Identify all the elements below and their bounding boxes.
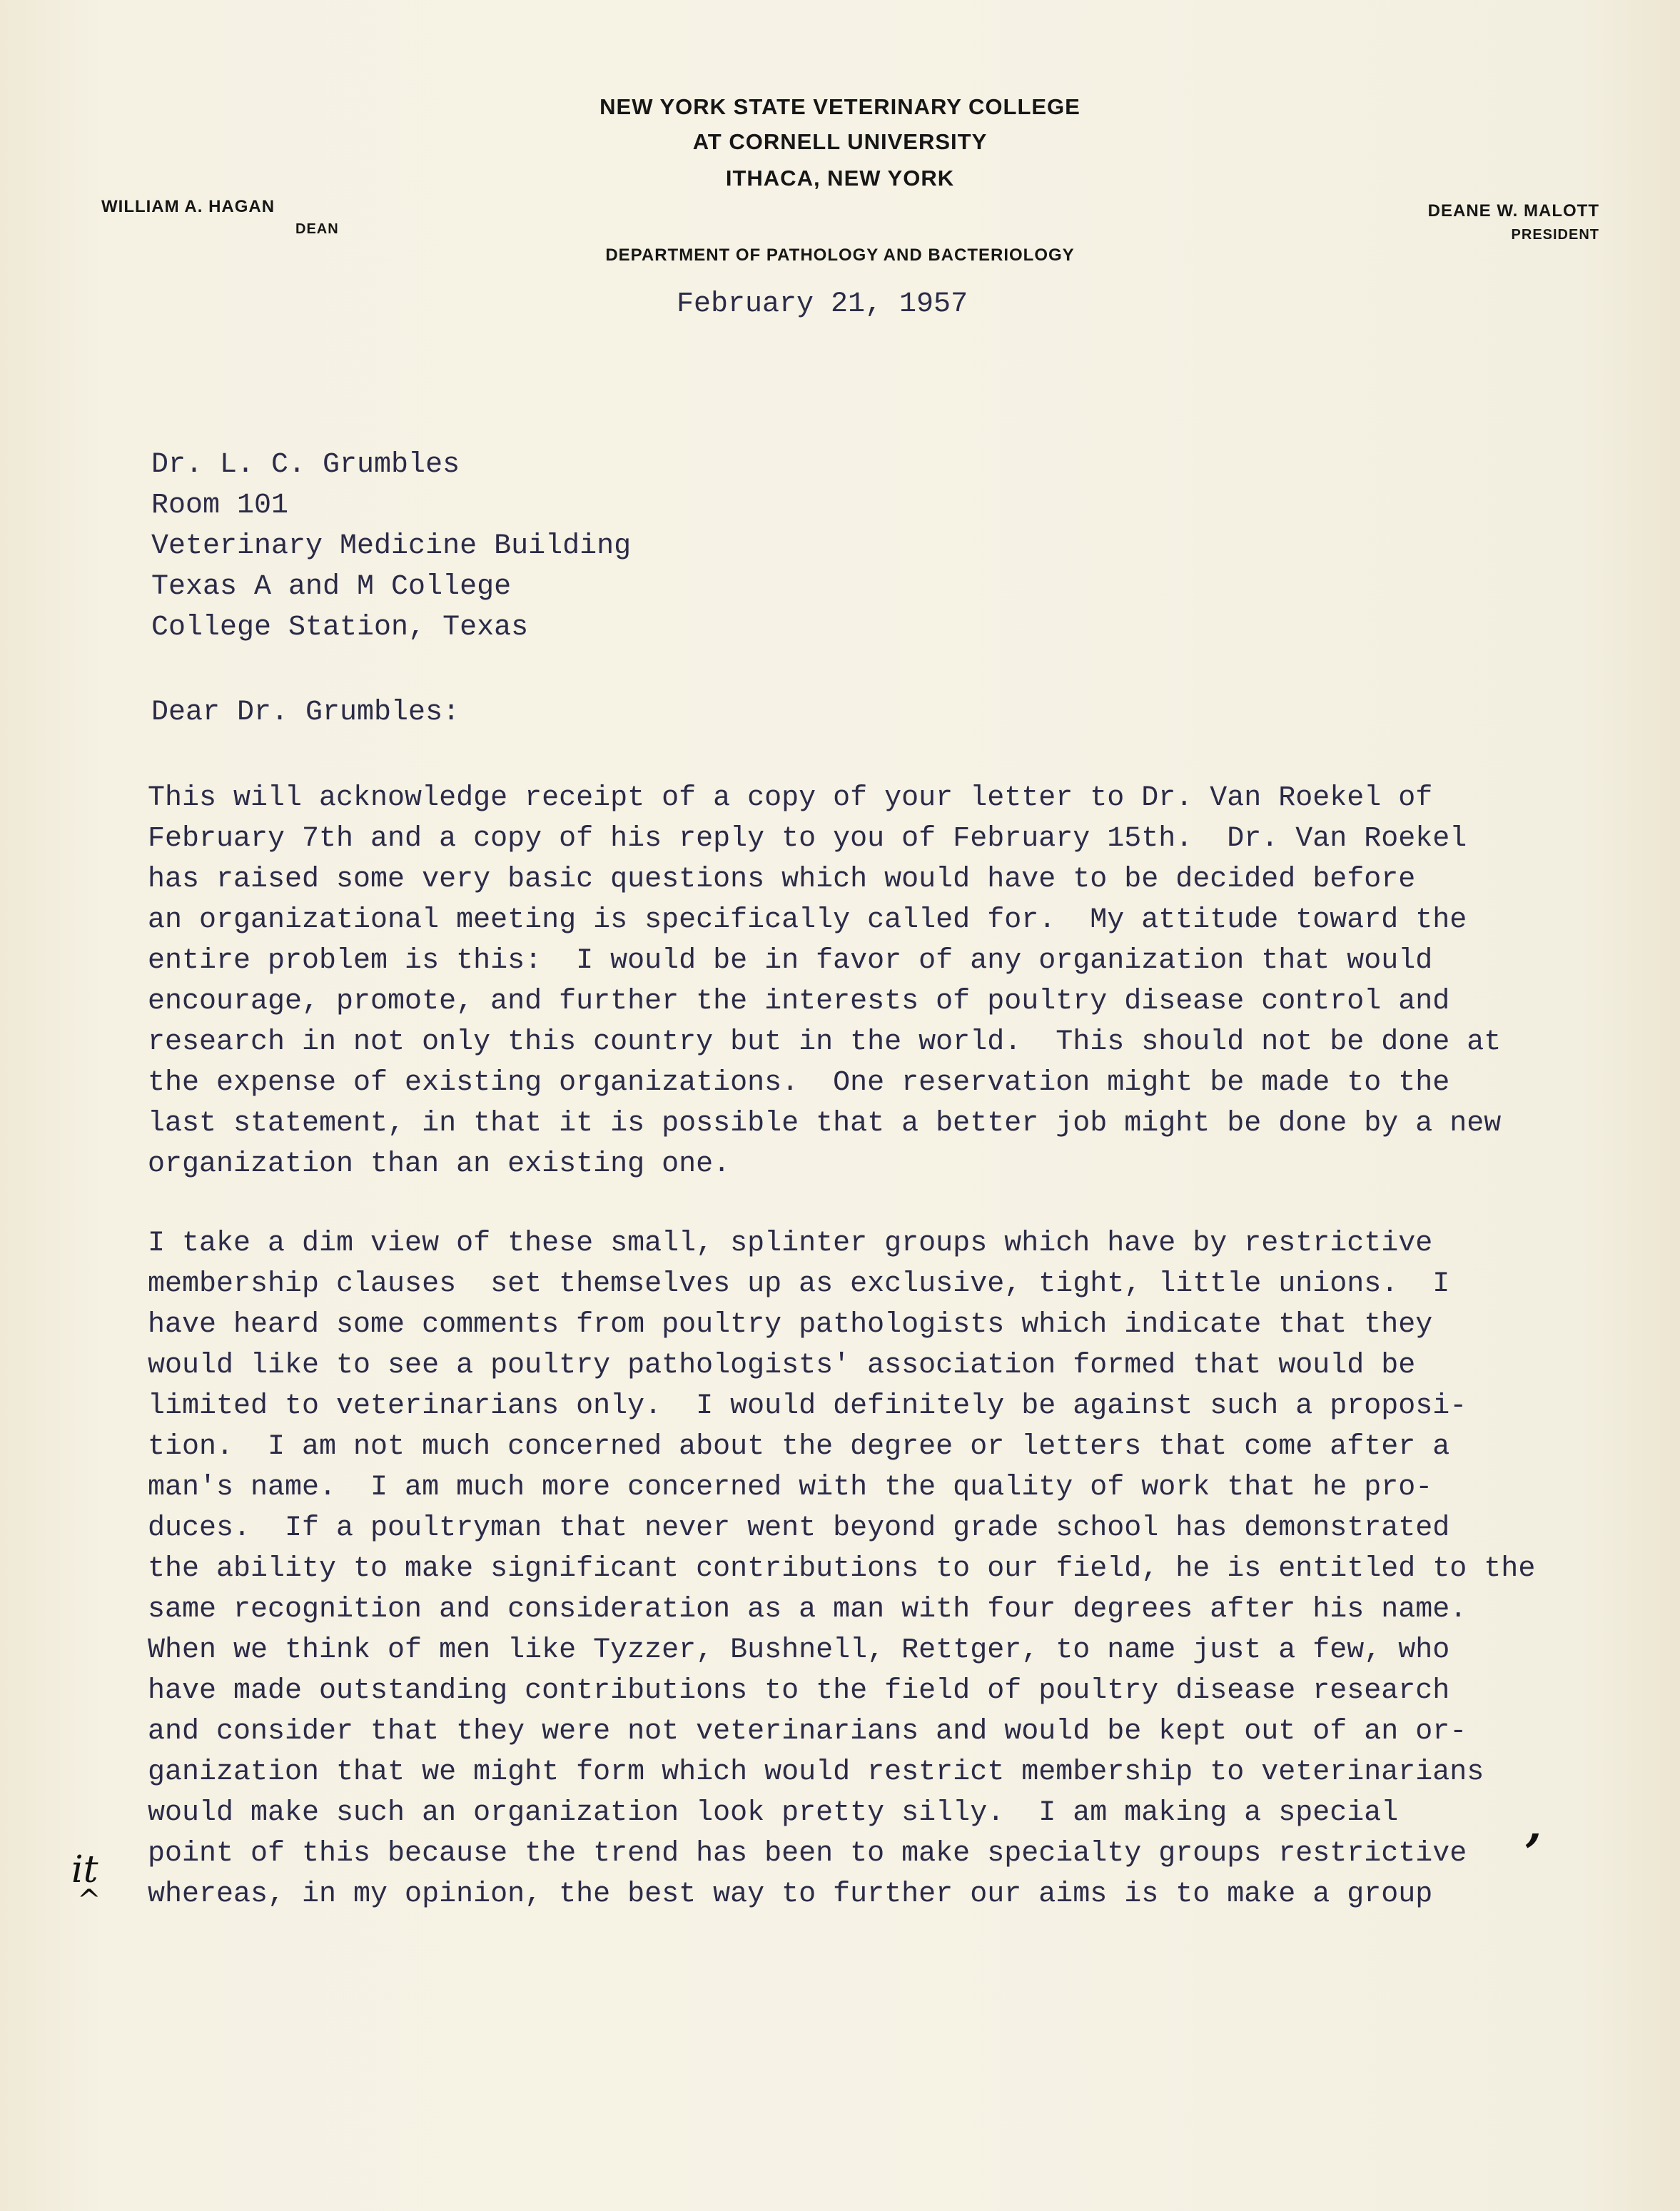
text-line: entire problem is this: I would be in favor of any organization that would [148,945,1433,977]
text-line: would like to see a poultry pathologists' association formed that would be [148,1350,1416,1382]
text-line: the expense of existing organizations. One reservation might be made to the [148,1067,1450,1099]
text-line: I take a dim view of these small, splinter groups which have by restrictive [148,1228,1433,1260]
president-title: PRESIDENT [1511,227,1599,243]
salutation: Dear Dr. Grumbles: [151,697,460,729]
text-line: man's name. I am much more concerned with the quality of work that he pro- [148,1472,1433,1504]
text-line: membership clauses set themselves up as exclusive, tight, little unions. I [148,1268,1450,1300]
dean-name: WILLIAM A. HAGAN [101,197,275,216]
text-line: have made outstanding contributions to the field of poultry disease research [148,1675,1450,1707]
text-line: encourage, promote, and further the interests of poultry disease control and [148,986,1450,1018]
text-line: When we think of men like Tyzzer, Bushnell, Rettger, to name just a few, who [148,1634,1450,1666]
letter-date: February 21, 1957 [677,288,968,320]
university-name: AT CORNELL UNIVERSITY [692,129,988,154]
paragraph-1 [148,778,1501,1185]
text-line: Texas A and M College [151,571,512,603]
text-line: research in not only this country but in the world. This should not be done at [148,1026,1502,1058]
text-line: organization than an existing one. [148,1148,731,1180]
president-name: DEANE W. MALOTT [1427,201,1599,221]
text-line: tion. I am not much concerned about the degree or letters that come after a [148,1431,1450,1463]
text-line: ganization that we might form which would restrict membership to veterinarians [148,1756,1484,1788]
recipient-address [151,445,631,648]
text-line: an organizational meeting is specifically called for. My attitude toward the [148,904,1467,936]
text-line: has raised some very basic questions which would have to be decided before [148,864,1416,896]
text-line: whereas, in my opinion, the best way to further our aims is to make a group [148,1878,1433,1911]
text-line: College Station, Texas [151,612,529,644]
text-line: the ability to make significant contributions to our field, he is entitled to the [148,1553,1536,1585]
dean-title: DEAN [295,221,339,237]
text-line: Room 101 [151,490,289,522]
paragraph-2 [148,1223,1535,1915]
text-line: same recognition and consideration as a man with four degrees after his name. [148,1594,1467,1626]
location: ITHACA, NEW YORK [725,166,955,191]
text-line: would make such an organization look pretty silly. I am making a special [148,1797,1399,1829]
text-line: point of this because the trend has been to make specialty groups restrictive [148,1838,1467,1870]
text-line: have heard some comments from poultry pathologists which indicate that they [148,1309,1433,1341]
text-line: and consider that they were not veterinarians and would be kept out of an or- [148,1716,1467,1748]
text-line: duces. If a poultryman that never went beyond grade school has demonstrated [148,1512,1450,1544]
handwritten-insertion: it [71,1848,98,1891]
text-line: Veterinary Medicine Building [151,530,632,562]
department-name: DEPARTMENT OF PATHOLOGY AND BACTERIOLOGY [605,246,1075,265]
text-line: limited to veterinarians only. I would definitely be against such a proposi- [148,1390,1467,1422]
text-line: February 7th and a copy of his reply to you of February 15th. Dr. Van Roekel [148,823,1467,855]
text-line: last statement, in that it is possible that a better job might be done by a new [148,1108,1502,1140]
text-line: Dr. L. C. Grumbles [151,449,460,481]
handwritten-caret: ^ [77,1884,101,1917]
text-line: This will acknowledge receipt of a copy of your letter to Dr. Van Roekel of [148,782,1433,814]
institution-name: NEW YORK STATE VETERINARY COLLEGE [599,94,1081,119]
handwritten-comma: , [1526,1798,1542,1852]
